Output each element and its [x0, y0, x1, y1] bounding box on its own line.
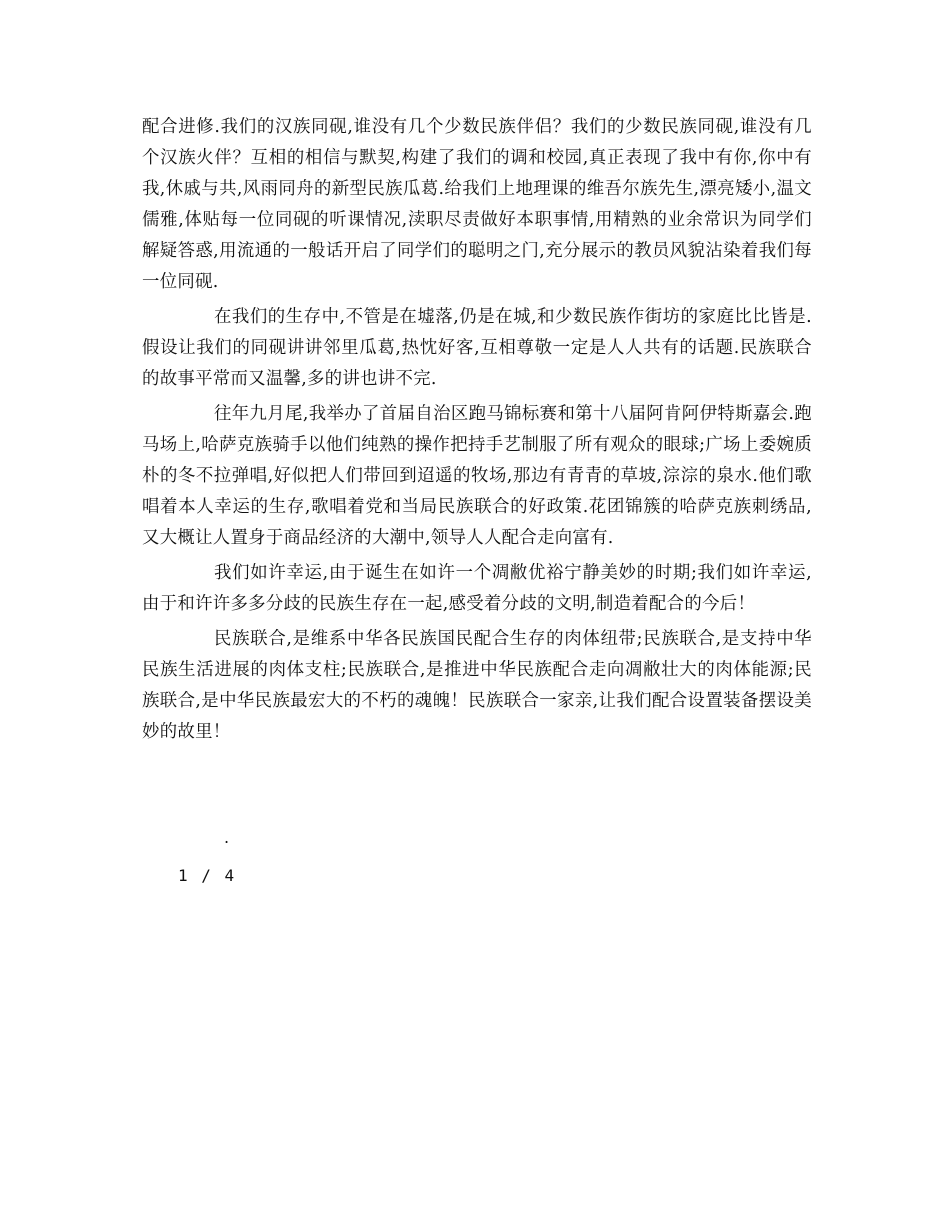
document-body	[142, 112, 812, 752]
paragraph-4: 我们如许幸运,由于诞生在如许一个凋敝优裕宁静美妙的时期;我们如许幸运,由于和许许多多分歧的民族生存在一起,感受着分歧的文明,制造着配合的今后！	[142, 563, 812, 614]
footer-dot: .	[224, 828, 230, 847]
paragraph-5: 民族联合,是维系中华各民族国民配合生存的肉体纽带;民族联合,是支持中华民族生活进展的肉体支柱;民族联合,是推进中华民族配合走向凋敝壮大的肉体能源;民族联合,是中华民族最宏大的不朽的魂魄！民族联合一家亲,让我们配合设置装备摆设美妙的故里！	[142, 629, 812, 742]
paragraph-3: 往年九月尾,我举办了首届自治区跑马锦标赛和第十八届阿肯阿伊特斯嘉会.跑马场上,哈萨克族骑手以他们纯熟的操作把持手艺制服了所有观众的眼球;广场上委婉质朴的冬不拉弹唱,好似把人们带回到迢遥的牧场,那边有青青的草坡,淙淙的泉水.他们歌唱着本人幸运的生存,歌唱着党和当局民族联合的好政策.花团锦簇的哈萨克族刺绣品,又大概让人置身于商品经济的大潮中,领导人人配合走向富有.	[142, 404, 812, 548]
page-number: 1 / 4	[178, 866, 237, 885]
paragraph-2: 在我们的生存中,不管是在墟落,仍是在城,和少数民族作街坊的家庭比比皆是.假设让我们的同砚讲讲邻里瓜葛,热忱好客,互相尊敬一定是人人共有的话题.民族联合的故事平常而又温馨,多的讲也讲不完.	[142, 307, 812, 389]
paragraph-1: 配合进修.我们的汉族同砚,谁没有几个少数民族伴侣？我们的少数民族同砚,谁没有几个汉族火伴？互相的相信与默契,构建了我们的调和校园,真正表现了我中有你,你中有我,休戚与共,风雨同舟的新型民族瓜葛.给我们上地理课的维吾尔族先生,漂亮矮小,温文儒雅,体贴每一位同砚的听课情况,渎职尽责做好本职事情,用精熟的业余常识为同学们解疑答惑,用流通的一般话开启了同学们的聪明之门,充分展示的教员风貌沾染着我们每一位同砚.	[142, 117, 812, 292]
